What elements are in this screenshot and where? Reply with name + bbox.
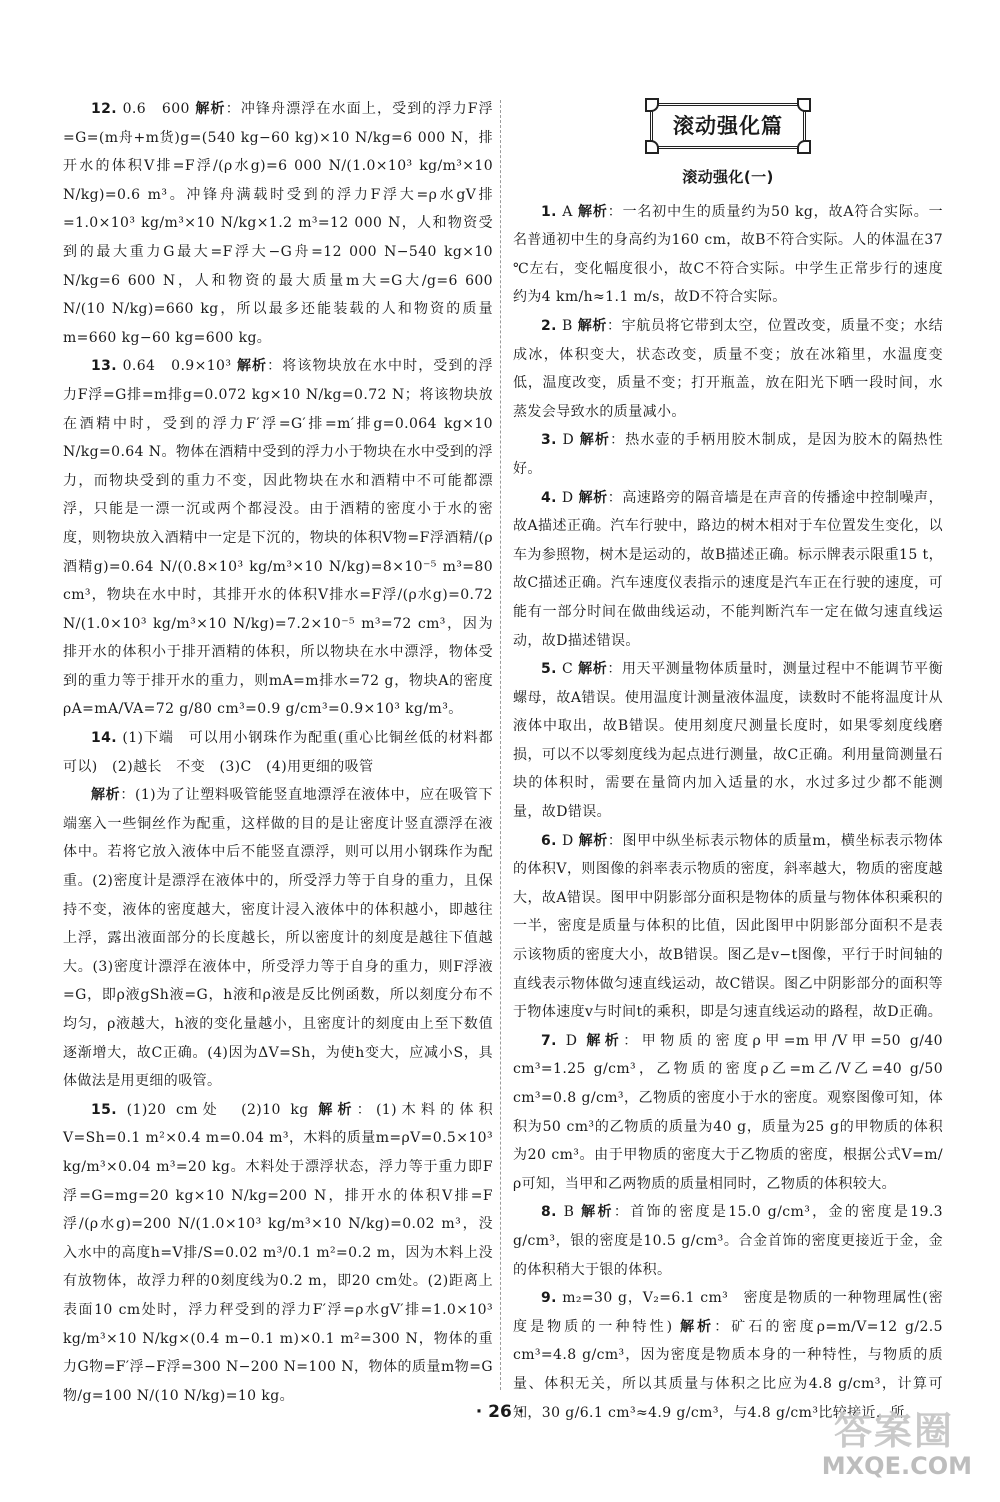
answer-number: 3. xyxy=(541,432,557,449)
analysis-label: 解析 xyxy=(579,432,611,449)
answer-key: A xyxy=(562,203,573,220)
analysis-label: 解析 xyxy=(236,358,268,375)
answer-key: B xyxy=(561,317,573,334)
analysis-text: ：甲物质的密度ρ甲=m甲/V甲=50 g/40 cm³=1.25 g/cm³，乙物质的密度ρ乙=m乙/V乙=40 g/50 cm³=0.8 g/cm³，乙物质的密度小于水的密度。观察图像可知，体积为50 cm³的乙物质的质量为40 g，质量为25 g的甲物质的体积为20 cm³。由于甲物质的密度大于乙物质的密度，根据公式V=m/ρ可知，当甲和乙两物质的质量相同时，乙物质的体积较大。 xyxy=(513,1032,943,1192)
analysis-label: 解析 xyxy=(577,317,607,334)
answer-key: C xyxy=(561,661,574,678)
section-subtitle: 滚动强化(一) xyxy=(682,168,774,186)
page-number: · 26 · xyxy=(475,1402,525,1422)
answer-item xyxy=(513,484,943,656)
answer-key: D xyxy=(561,832,574,849)
analysis-text: ：冲锋舟漂浮在水面上，受到的浮力F浮=G=(m舟+m货)g=(540 kg−60 kg)×10 N/kg=6 000 N，排开水的体积V排=F浮/(ρ水g)=6 000 N/(1.0×10³ kg/m³×10 N/kg)=0.6 m³。冲锋舟满载时受到的浮力F浮大=ρ水gV排=1.0×10³ kg/m³×10 N/kg×1.2 m³=12 000 N，人和物资受到的最大重力G最大=F浮大−G舟=12 000 N−540 kg×10 N/kg=6 600 N，人和物资的最大质量m大=G大/g=6 600 N/(10 N/kg)=660 kg，所以最多还能装载的人和物资的质量m=660 kg−60 kg=600 kg。 xyxy=(63,101,493,346)
section-banner-title: 滚动强化篇 xyxy=(673,113,783,138)
answer-number: 1. xyxy=(541,203,557,220)
answer-item xyxy=(63,724,493,781)
answer-key: D xyxy=(561,489,574,506)
answer-number: 13. xyxy=(91,358,118,375)
analysis-text: ：高速路旁的隔音墙是在声音的传播途中控制噪声，故A描述正确。汽车行驶中，路边的树木相对于车位置发生变化，以车为参照物，树木是运动的，故B描述正确。标示牌表示限重15 t，故C描述正确。汽车速度仪表指示的速度是汽车正在行驶的速度，可能有一部分时间在做曲线运动，不能判断汽车一定在做匀速直线运动，故D描述错误。 xyxy=(513,489,943,649)
analysis-label: 解析 xyxy=(578,661,608,678)
analysis-label: 解析 xyxy=(680,1318,715,1335)
answer-item xyxy=(513,827,943,1027)
answer-item xyxy=(513,426,943,483)
answer-key: 0.64 0.9×10³ xyxy=(122,358,232,375)
answer-number: 4. xyxy=(541,489,557,506)
right-column xyxy=(513,95,943,1427)
answer-key: 0.6 600 xyxy=(122,101,190,117)
answer-number: 12. xyxy=(91,101,118,117)
section-banner xyxy=(650,103,806,149)
answer-number: 8. xyxy=(541,1204,557,1221)
answer-item xyxy=(63,1096,493,1411)
answer-item xyxy=(513,1027,943,1199)
analysis-label: 解析 xyxy=(578,489,608,506)
answer-number: 6. xyxy=(541,832,557,849)
analysis-text: ：首饰的密度是15.0 g/cm³，金的密度是19.3 g/cm³，银的密度是10.5 g/cm³。合金首饰的密度更接近于金，金的体积稍大于银的体积。 xyxy=(513,1204,943,1278)
analysis-label: 解析 xyxy=(581,1204,614,1221)
analysis-text: ：热水壶的手柄用胶木制成，是因为胶木的隔热性好。 xyxy=(513,432,943,477)
answer-number: 7. xyxy=(541,1032,557,1049)
analysis-label: 解析 xyxy=(91,787,121,804)
analysis-text: ：用天平测量物体质量时，测量过程中不能调节平衡螺母，故A错误。使用温度计测量液体温度，读数时不能将温度计从液体中取出，故B错误。使用刻度尺测量长度时，如果零刻度线磨损，可以不以零刻度线为起点进行测量，故C正确。利用量筒测量石块的体积时，需要在量筒内加入适量的水，水过多过少都不能测量，故D错误。 xyxy=(513,661,943,821)
analysis-text: ：将该物块放在水中时，受到的浮力F浮=G排=m排g=0.072 kg×10 N/kg=0.72 N；将该物块放在酒精中时，受到的浮力F′浮=G′排=m′排g=0.064 kg×10 N/kg=0.64 N。物体在酒精中受到的浮力小于物块在水中受到的浮力，而物块受到的重力不变，因此物块在水和酒精中不可能都漂浮，只能是一漂一沉或两个都浸没。由于酒精的密度小于水的密度，则物块放入酒精中一定是下沉的，物块的体积V物=F浮酒精/(ρ酒精g)=0.64 N/(0.8×10³ kg/m³×10 N/kg)=8×10⁻⁵ m³=80 cm³，物块在水中时，其排开水的体积V排水=F浮/(ρ水g)=0.72 N/(1.0×10³ kg/m³×10 N/kg)=7.2×10⁻⁵ m³=72 cm³，因为排开水的体积小于排开酒精的体积，所以物块在水中漂浮，物体受到的重力等于排开水的重力，则mA=m排水=72 g，物块A的密度ρA=mA/VA=72 g/80 cm³=0.9 g/cm³=0.9×10³ kg/m³。 xyxy=(63,358,494,718)
answer-key: (1)20 cm处 (2)10 kg xyxy=(126,1101,309,1118)
answer-key: (1)下端 可以用小钢珠作为配重(重心比铜丝低的材料都可以) (2)越长 不变 (3)C (4)用更细的吸管 xyxy=(63,730,493,775)
answer-key: B xyxy=(563,1204,575,1221)
answer-item xyxy=(513,1198,943,1284)
analysis-label: 解析 xyxy=(578,832,608,849)
answer-number: 9. xyxy=(541,1290,557,1307)
analysis-label: 解析 xyxy=(195,101,226,117)
analysis-text: ：图甲中纵坐标表示物体的质量m，横坐标表示物体的体积V，则图像的斜率表示物质的密度，斜率越大，物质的密度越大，故A错误。图甲中阴影部分面积是物体的质量与物体体积乘积的一半，密度是质量与体积的比值，因此图甲中阴影部分面积不是表示该物质的密度大小，故B错误。图乙是v−t图像，平行于时间轴的直线表示物体做匀速直线运动，故C错误。图乙中阴影部分的面积等于物体速度v与时间t的乘积，即是匀速直线运动的路程，故D正确。 xyxy=(513,832,943,1021)
watermark-logo xyxy=(822,1400,972,1480)
analysis-text: ：(1)为了让塑料吸管能竖直地漂浮在液体中，应在吸管下端塞入一些铜丝作为配重，这样做的目的是让密度计竖直漂浮在液体中。若将它放入液体中后不能竖直漂浮，则可以用小钢珠作为配重。(2)密度计是漂浮在液体中的，所受浮力等于自身的重力，且保持不变，液体的密度越大，密度计浸入液体中的体积越小，即越往上浮，露出液面部分的长度越长，所以密度计的刻度是越往下值越大。(3)密度计漂浮在液体中，所受浮力等于自身的重力，则F浮液=G，即ρ液gSh液=G，h液和ρ液是反比例函数，所以刻度分布不均匀，ρ液越大，h液的变化量越小，且密度计的刻度由上至下数值逐渐增大，故C正确。(4)因为ΔV=Sh，为使h变大，应减小S，具体做法是用更细的吸管。 xyxy=(63,787,493,1090)
watermark-title: 答案圈 xyxy=(833,1409,954,1453)
column-divider xyxy=(500,100,501,1390)
answer-number: 2. xyxy=(541,317,557,334)
right-answers xyxy=(513,198,943,1428)
answer-item xyxy=(63,781,493,1096)
answer-key: D xyxy=(565,1032,578,1049)
answer-number: 5. xyxy=(541,661,557,678)
analysis-text: ：一名初中生的质量约为50 kg，故A符合实际。一名普通初中生的身高约为160 cm，故B不符合实际。人的体温在37 ℃左右，变化幅度很小，故C不符合实际。中学生正常步行的速度约为4 km/h≈1.1 m/s，故D不符合实际。 xyxy=(513,203,943,306)
analysis-text: ：(1)木料的体积V=Sh=0.1 m²×0.4 m=0.04 m³，木料的质量m=ρV=0.5×10³ kg/m³×0.04 m³=20 kg。木料处于漂浮状态，浮力等于重力即F浮=G=mg=20 kg×10 N/kg=200 N，排开水的体积V排=F浮/(ρ水g)=200 N/(1.0×10³ kg/m³×10 N/kg)=0.02 m³，没入水中的高度h=V排/S=0.02 m³/0.1 m²=0.2 m，因为木料上没有放物体，故浮力秤的0刻度线为0.2 m，即20 cm处。(2)距离上表面10 cm处时，浮力秤受到的浮力F′浮=ρ水gV′排=1.0×10³ kg/m³×10 N/kg×(0.4 m−0.1 m)×0.1 m²=300 N，物体的重力G物=F′浮−F浮=300 N−200 N=100 N，物体的质量m物=G物/g=100 N/(10 N/kg)=10 kg。 xyxy=(63,1101,493,1404)
answer-item xyxy=(513,312,943,426)
left-column xyxy=(63,95,493,1410)
analysis-text: ：矿石的密度ρ=m/V=12 g/2.5 cm³=4.8 g/cm³，因为密度是物质本身的一种特性，与物质的质量、体积无关，所以其质量与体积之比应为4.8 g/cm³，计算可知，30 g/6.1 cm³≈4.9 g/cm³，与4.8 g/cm³比较接近，所 xyxy=(513,1318,943,1421)
answer-number: 15. xyxy=(91,1101,118,1118)
watermark-url: MXQE.COM xyxy=(821,1452,972,1480)
answer-item xyxy=(63,95,493,352)
answer-number: 14. xyxy=(91,730,118,747)
answer-key: D xyxy=(562,432,575,449)
analysis-label: 解析 xyxy=(586,1032,624,1049)
answer-item xyxy=(513,198,943,312)
analysis-label: 解析 xyxy=(318,1101,357,1118)
analysis-text: ：宇航员将它带到太空，位置改变，质量不变；水结成冰，体积变大，状态改变，质量不变；放在冰箱里，水温度变低，温度改变，质量不变；打开瓶盖，放在阳光下晒一段时间，水蒸发会导致水的质量减小。 xyxy=(513,317,943,420)
answer-key: m₂=30 g，V₂=6.1 cm³ 密度是物质的一种物理属性(密度是物质的一种特性) xyxy=(513,1290,943,1335)
analysis-label: 解析 xyxy=(578,203,608,220)
answer-item xyxy=(513,655,943,827)
answer-item xyxy=(63,352,493,724)
